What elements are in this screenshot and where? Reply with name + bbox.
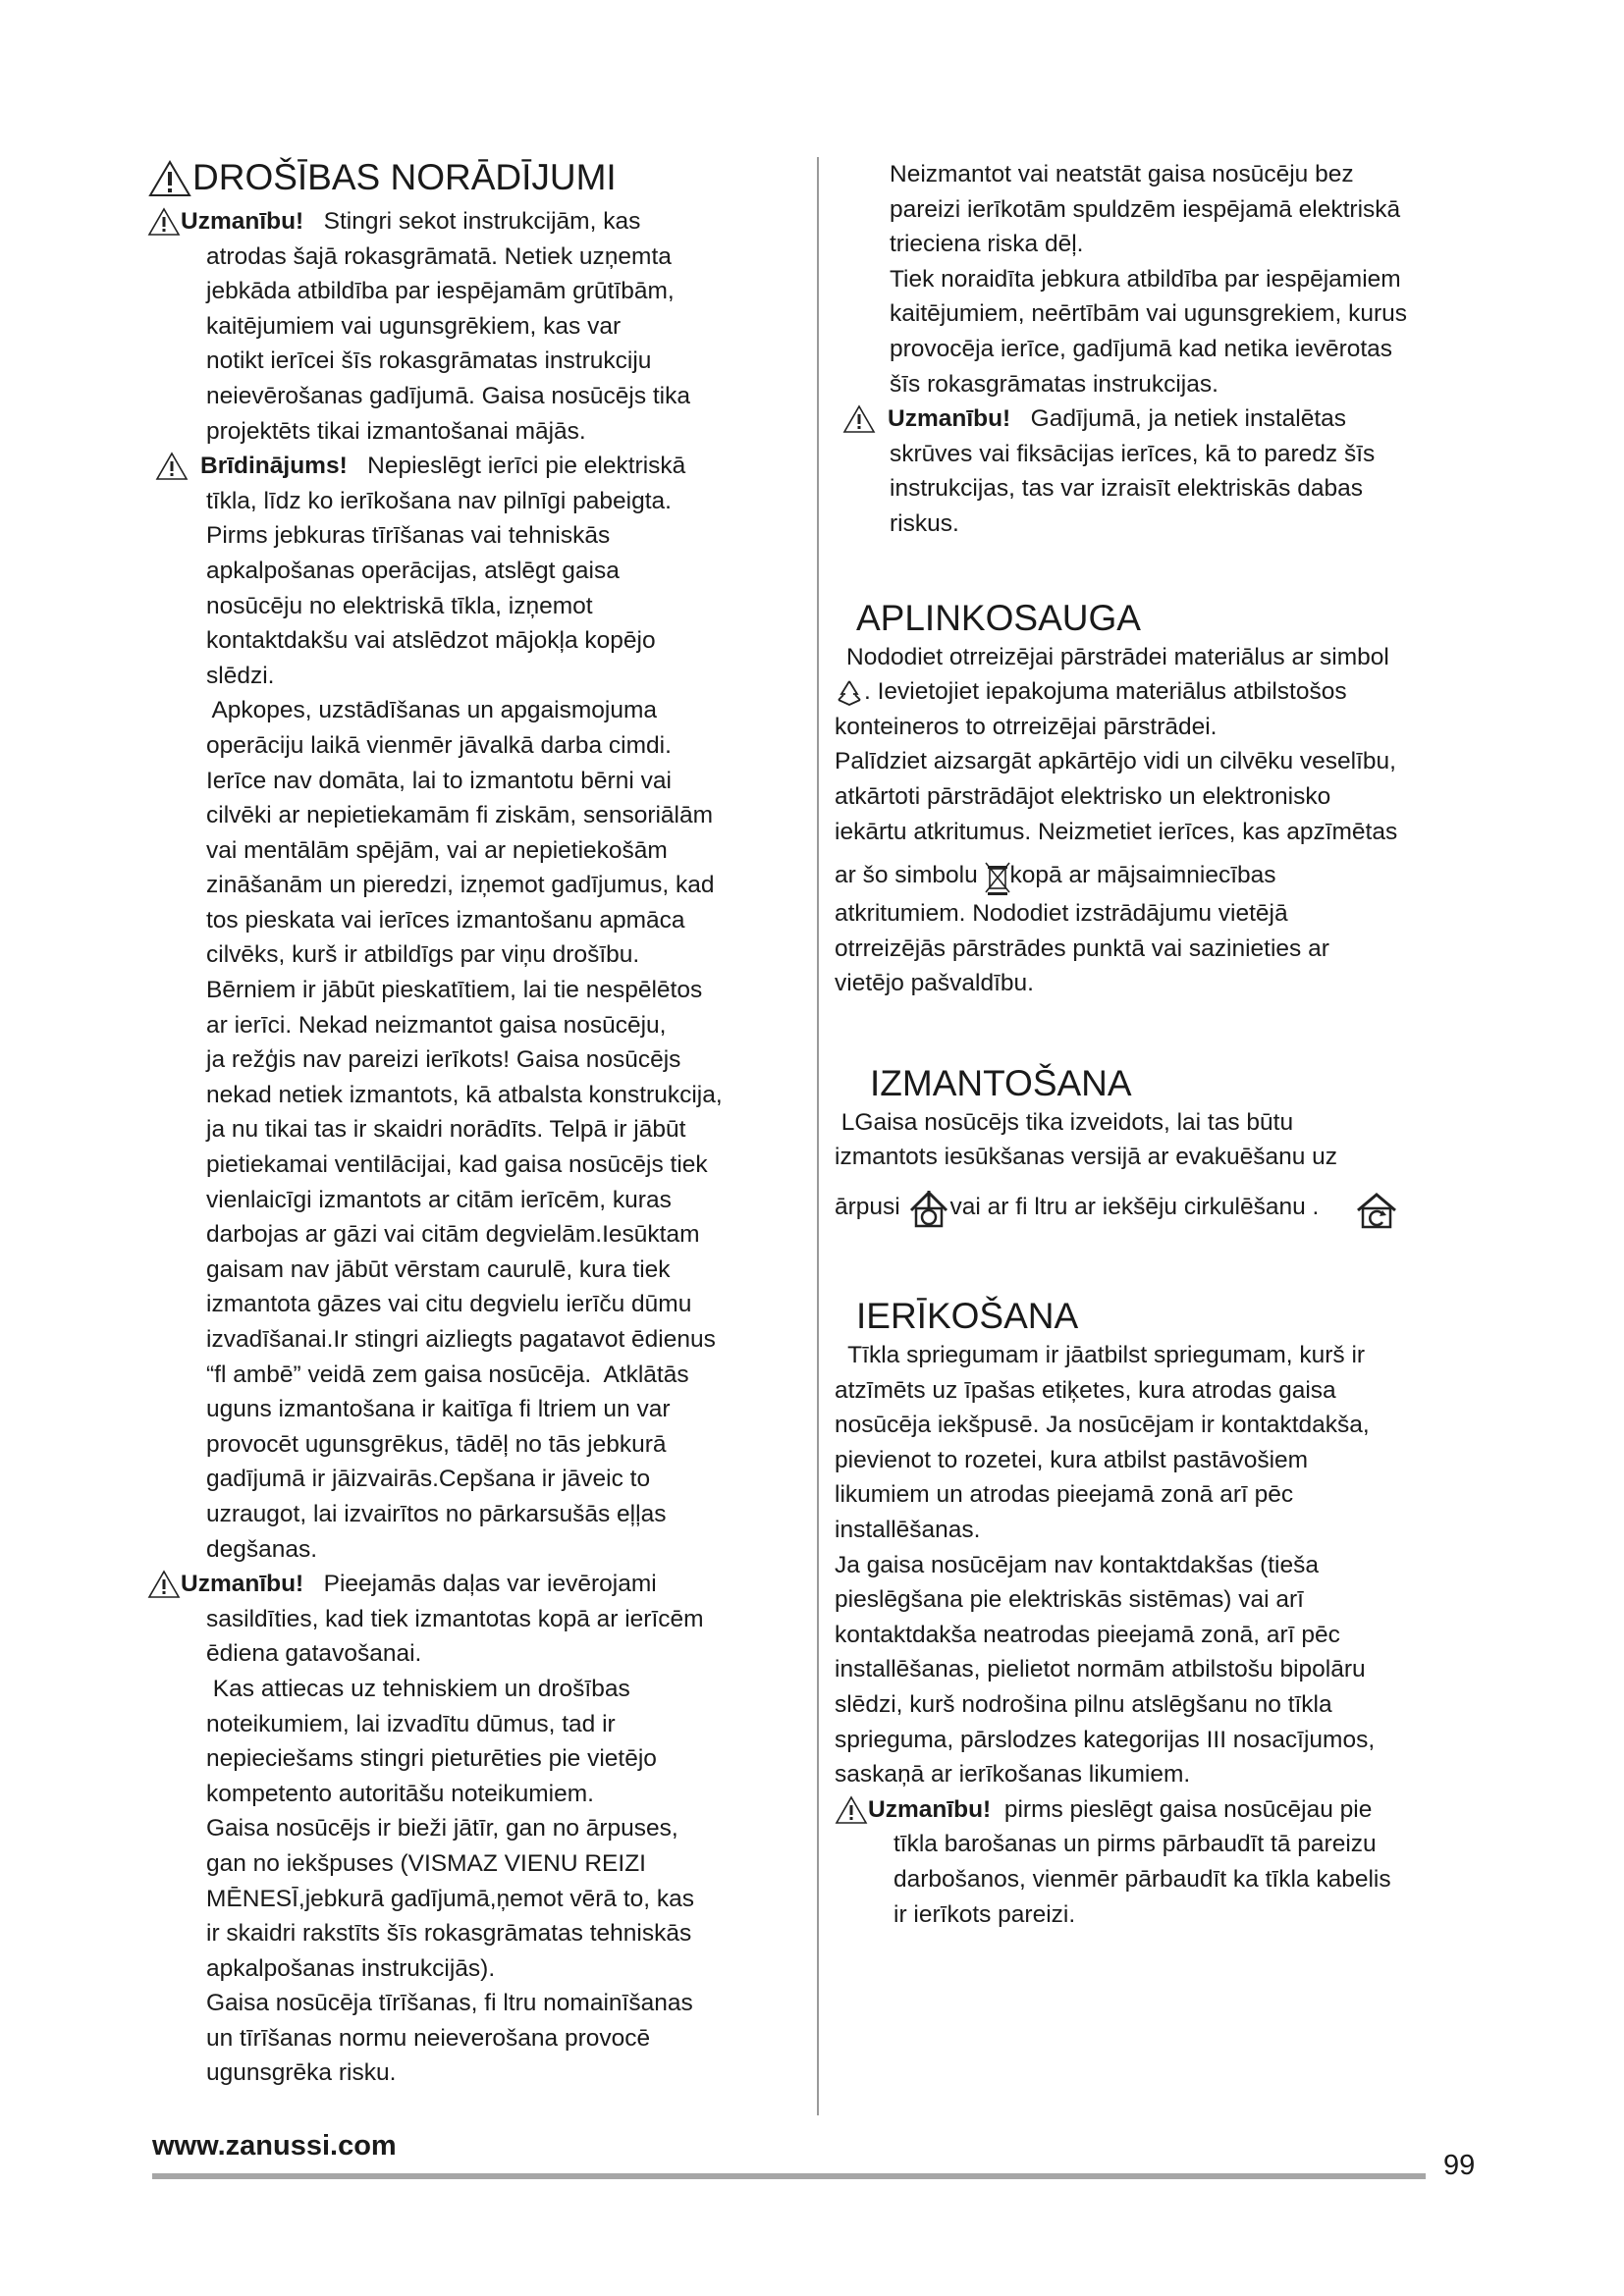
text-line: nekad netiek izmantots, kā atbalsta konstrukcija,	[206, 1081, 723, 1108]
text-line: gaisam nav jābūt vērstam caurulē, kura tiek	[206, 1255, 671, 1283]
intro-block	[835, 157, 1483, 401]
warning-block-4	[835, 401, 1483, 541]
text-line: atkritumiem. Nododiet izstrādājumu vietējā	[835, 900, 1288, 928]
text-line: otrreizējās pārstrādes punktā vai sazinieties ar	[835, 934, 1329, 962]
text-line: Bērniem ir jābūt pieskatītiem, lai tie nespēlētos	[206, 977, 703, 1004]
text-line: instrukcijas, tas var izraisīt elektriskās dabas	[890, 475, 1363, 503]
recycle-icon	[835, 678, 864, 708]
warning-first-line	[181, 204, 640, 240]
warning-icon	[147, 159, 192, 198]
text-line: operāciju laikā vienmēr jāvalkā darba cimdi.	[206, 731, 672, 759]
text-line: uguns izmantošana ir kaitīga fi ltriem un var	[206, 1396, 671, 1423]
section-heading-usage: IZMANTOŠANA	[870, 1062, 1132, 1103]
text-line: Kas attiecas uz tehniskiem un drošības	[206, 1675, 630, 1702]
text-line: kontaktdakša neatrodas pieejamā zonā, arī pēc	[835, 1621, 1340, 1648]
text-line: nosūcēja iekšpusē. Ja nosūcējam ir kontaktdakša,	[835, 1412, 1370, 1439]
text-span: ar šo simbolu	[835, 862, 985, 889]
text-line: LGaisa nosūcējs tika izveidots, lai tas būtu	[835, 1108, 1294, 1136]
text-line: tos pieskata vai ierīces izmantošanu apmāca	[206, 906, 685, 934]
text-line: tīkla barošanas un pirms pārbaudīt tā pareizu	[893, 1831, 1377, 1858]
text-line: gadījumā ir jāizvairās.Cepšana ir jāveic to	[206, 1466, 651, 1493]
footer-url[interactable]: www.zanussi.com	[152, 2130, 397, 2162]
extraction-mode-icon	[907, 1187, 950, 1230]
text-line: šīs rokasgrāmatas instrukcijas.	[890, 370, 1218, 398]
text-line: noteikumiem, lai izvadītu dūmus, tad ir	[206, 1710, 616, 1737]
warning-icon	[835, 1795, 868, 1825]
text-line: cilvēks, kurš ir atbildīgs par viņu drošību.	[206, 941, 640, 969]
warning-row	[835, 401, 1483, 437]
crossed-bin-icon	[985, 861, 1010, 896]
section-heading-environment: APLINKOSAUGA	[856, 597, 1141, 638]
text-line: Palīdziet aizsargāt apkārtējo vidi un cilvēku veselību,	[835, 748, 1396, 775]
warning-first-line	[868, 1792, 1372, 1828]
right-column	[835, 157, 1483, 1932]
warning-icon	[147, 1570, 181, 1599]
text-line: Apkopes, uzstādīšanas un apgaismojuma	[206, 697, 657, 724]
warning-block-1	[147, 204, 805, 449]
text-line: un tīrīšanas normu neieverošana provocē	[206, 2024, 651, 2052]
warning-text: Gadījumā, ja netiek instalētas	[1030, 405, 1347, 433]
warning-icon	[842, 404, 876, 434]
text-line: izmantota gāzes vai citu degvielu ierīču dūmu	[206, 1291, 692, 1318]
text-line: kompetento autoritāšu noteikumiem.	[206, 1780, 594, 1807]
text-line: pievienot to rozetei, kura atbilst pastāvošiem	[835, 1446, 1309, 1473]
text-line: ir ierīkots pareizi.	[893, 1900, 1076, 1928]
text-line: pareizi ierīkotām spuldzēm iespējamā elektriskā	[890, 195, 1401, 223]
text-line: provocēja ierīce, gadījumā kad netika ievērotas	[890, 335, 1393, 362]
text-line: Gaisa nosūcējs ir bieži jātīr, gan no ārpuses,	[206, 1815, 678, 1842]
warning-row	[147, 1567, 805, 1602]
text-line: Neizmantot vai neatstāt gaisa nosūcēju bez	[890, 161, 1354, 187]
text-line: provocēt ugunsgrēkus, tādēļ no tās jebkurā	[206, 1430, 667, 1458]
warning-row	[147, 204, 805, 240]
text-line: kaitējumiem vai ugunsgrēkiem, kas var	[206, 312, 622, 340]
text-line: Ja gaisa nosūcējam nav kontaktdakšas (tieša	[835, 1551, 1319, 1578]
text-line: iekārtu atkritumus. Neizmetiet ierīces, kas apzīmētas	[835, 818, 1398, 845]
text-line: cilvēki ar nepietiekamām fi ziskām, sensoriālām	[206, 802, 714, 829]
text-line: nepieciešams stingri pieturēties pie vietējo	[206, 1745, 657, 1773]
environment-section	[835, 597, 1483, 1001]
text-line: jebkāda atbildība par iespējamām grūtībām,	[206, 278, 675, 305]
warning-text: Stingri sekot instrukcijām, kas	[323, 208, 641, 235]
warning-first-line	[189, 449, 685, 484]
text-line: vietējo pašvaldību.	[835, 970, 1034, 997]
text-line-modes	[835, 1185, 1483, 1230]
text-line: likumiem un atrodas pieejamā zonā arī pēc	[835, 1481, 1294, 1509]
text-line: vai mentālām spējām, vai ar nepietiekošām	[206, 836, 668, 864]
text-line: apkalpošanas instrukcijās).	[206, 1954, 496, 1982]
section-heading-safety	[147, 157, 805, 198]
text-line: konteineros to otrreizējai pārstrādei.	[835, 713, 1218, 740]
text-line: projektēts tikai izmantošanai mājās.	[206, 417, 586, 445]
warning-first-line	[181, 1567, 657, 1602]
warning-block-2	[147, 449, 805, 1567]
text-line: Tīkla spriegumam ir jāatbilst spriegumam, kurš ir	[835, 1342, 1366, 1369]
text-line: ja režģis nav pareizi ierīkots! Gaisa nosūcējs	[206, 1046, 681, 1074]
warning-label: Uzmanību!	[181, 1571, 304, 1598]
text-line: sprieguma, pārslodzes kategorijas III nosacījumos,	[835, 1726, 1376, 1753]
text-line: kontaktdakšu vai atslēdzot mājokļa kopējo	[206, 627, 656, 655]
text-line: Ierīce nav domāta, lai to izmantotu bērni vai	[206, 767, 672, 794]
text-line: slēdzi, kurš nodrošina pilnu atslēgšanu no tīkla	[835, 1691, 1332, 1718]
warning-text: Pieejamās daļas var ievērojami	[323, 1571, 657, 1598]
warning-label: Uzmanību!	[868, 1795, 992, 1823]
warning-text: Nepieslēgt ierīci pie elektriskā	[367, 453, 686, 480]
text-line: ir skaidri rakstīts šīs rokasgrāmatas tehniskās	[206, 1920, 692, 1948]
text-line: ja nu tikai tas ir skaidri norādīts. Telpā ir jābūt	[206, 1116, 686, 1144]
page-number: 99	[1443, 2150, 1476, 2181]
text-line: slēdzi.	[206, 662, 275, 689]
text-span: vai ar fi ltru ar iekšēju cirkulēšanu .	[949, 1194, 1320, 1221]
text-line: neievērošanas gadījumā. Gaisa nosūcējs tika	[206, 382, 691, 409]
text-span: kopā ar mājsaimniecības	[1009, 862, 1276, 889]
left-column	[147, 157, 805, 2091]
text-line-bin	[835, 855, 1483, 896]
text-line: Pirms jebkuras tīrīšanas vai tehniskās	[206, 522, 611, 550]
text-line: atzīmēts uz īpašas etiķetes, kura atrodas gaisa	[835, 1376, 1336, 1404]
text-line: darbošanos, vienmēr pārbaudīt ka tīkla kabelis	[893, 1865, 1391, 1893]
text-line: nosūcēju no elektriskā tīkla, izņemot	[206, 592, 593, 619]
text-line: skrūves vai fiksācijas ierīces, kā to paredz šīs	[890, 440, 1376, 467]
warning-first-line	[876, 401, 1346, 437]
heading-text: DROŠĪBAS NORĀDĪJUMI	[192, 157, 617, 197]
text-line: kaitējumiem, neērtībām vai ugunsgrekiem, kurus	[890, 300, 1407, 328]
warning-block-3	[147, 1567, 805, 2091]
footer-rule	[152, 2173, 1426, 2179]
text-span: ārpusi	[835, 1194, 907, 1221]
installation-section	[835, 1295, 1483, 1932]
column-divider	[817, 157, 819, 2115]
usage-section	[835, 1062, 1483, 1230]
warning-row	[147, 449, 805, 484]
text-line: ēdiena gatavošanai.	[206, 1640, 422, 1668]
text-line: riskus.	[890, 509, 959, 537]
warning-text: pirms pieslēgt gaisa nosūcējau pie	[1003, 1795, 1373, 1823]
text-line: degšanas.	[206, 1535, 318, 1563]
recirculation-mode-icon	[1355, 1191, 1398, 1230]
text-line: atrodas šajā rokasgrāmatā. Netiek uzņemta	[206, 242, 672, 270]
text-line: tīkla, līdz ko ierīkošana nav pilnīgi pabeigta.	[206, 487, 672, 514]
text-line: installēšanas.	[835, 1517, 981, 1544]
text-line: pietiekamai ventilācijai, kad gaisa nosūcējs tiek	[206, 1151, 708, 1179]
text-line: darbojas ar gāzi vai citām degvielām.Iesūktam	[206, 1221, 700, 1249]
section-heading-installation: IERĪKOŠANA	[856, 1296, 1079, 1337]
warning-label: Uzmanību!	[181, 208, 304, 235]
text-line: izvadīšanai.Ir stingri aizliegts pagatavot ēdienus	[206, 1326, 716, 1353]
text-line-recycle	[835, 674, 1483, 710]
warning-label: Uzmanību!	[888, 405, 1011, 433]
text-line: ugunsgrēka risku.	[206, 2059, 397, 2087]
text-line: vienlaicīgi izmantots ar citām ierīcēm, kuras	[206, 1186, 672, 1213]
text-line: notikt ierīcei šīs rokasgrāmatas instrukciju	[206, 347, 652, 375]
warning-label: Brīdinājums!	[200, 453, 348, 480]
text-line: Gaisa nosūcēja tīrīšanas, fi ltru nomainīšanas	[206, 1990, 693, 2017]
text-line: zināšanām un pieredzi, izņemot gadījumus, kad	[206, 872, 715, 899]
text-line: gan no iekšpuses (VISMAZ VIENU REIZI	[206, 1849, 646, 1877]
text-line: Tiek noraidīta jebkura atbildība par iespējamiem	[890, 265, 1401, 293]
text-line: sasildīties, kad tiek izmantotas kopā ar ierīcēm	[206, 1605, 704, 1632]
text-line: “fl ambē” veidā zem gaisa nosūcēja. Atklātās	[206, 1361, 689, 1388]
text-line: ar ierīci. Nekad neizmantot gaisa nosūcēju,	[206, 1011, 667, 1039]
warning-icon	[147, 207, 181, 237]
text-line: installēšanas, pielietot normām atbilstošu bipolāru	[835, 1656, 1366, 1683]
text-line: uzraugot, lai izvairītos no pārkarsušās eļļas	[206, 1500, 667, 1527]
text-span: . Ievietojiet iepakojuma materiālus atbilstošos	[864, 678, 1347, 706]
text-line: apkalpošanas operācijas, atslēgt gaisa	[206, 557, 620, 584]
text-line: pieslēgšana pie elektriskās sistēmas) vai arī	[835, 1586, 1304, 1614]
text-line: MĒNESĪ,jebkurā gadījumā,ņemot vērā to, kas	[206, 1885, 695, 1912]
warning-row	[835, 1792, 1483, 1828]
text-line: Nododiet otrreizējai pārstrādei materiālus ar simbol	[846, 643, 1389, 670]
text-line: izmantots iesūkšanas versijā ar evakuēšanu uz	[835, 1144, 1338, 1171]
warning-block-5	[835, 1792, 1483, 1932]
text-line: saskaņā ar ierīkošanas likumiem.	[835, 1761, 1191, 1789]
text-line: trieciena riska dēļ.	[890, 231, 1084, 258]
text-line: atkārtoti pārstrādājot elektrisko un elektronisko	[835, 782, 1331, 810]
warning-icon	[155, 452, 189, 481]
